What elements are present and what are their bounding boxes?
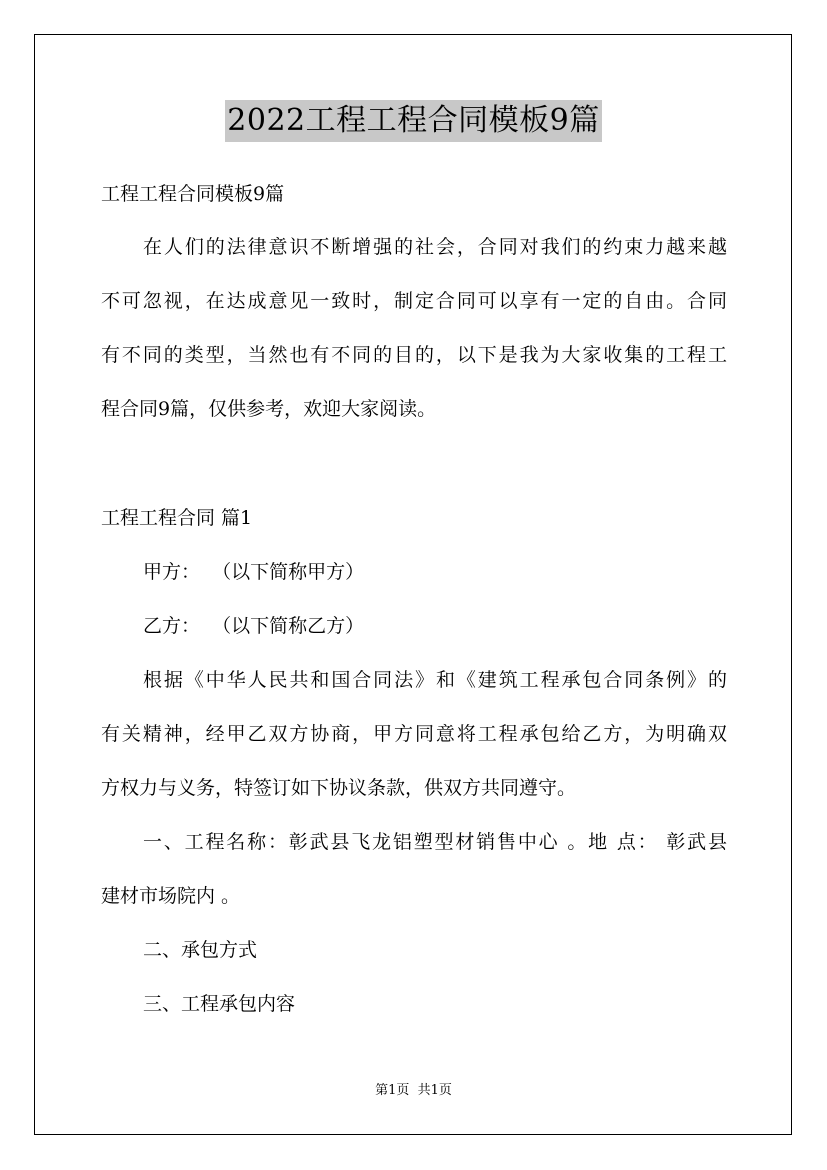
title-container	[0, 100, 827, 142]
section-heading: 工程工程合同 篇1	[101, 507, 253, 529]
page-footer: 第1页 共1页	[375, 1083, 452, 1098]
document-title: 2022工程工程合同模板9篇	[225, 100, 601, 142]
item-2-line: 二、承包方式	[143, 939, 258, 961]
intro-line: 程合同9篇，仅供参考，欢迎大家阅读。	[101, 398, 437, 420]
intro-line: 在人们的法律意识不断增强的社会，合同对我们的约束力越来越	[143, 236, 727, 258]
party-b-line: 乙方： （以下简称乙方）	[143, 615, 365, 637]
item-1-line: 建材市场院内 。	[101, 885, 241, 907]
item-3-line: 三、工程承包内容	[143, 993, 296, 1015]
document-subtitle: 工程工程合同模板9篇	[101, 183, 285, 205]
intro-line: 不可忽视，在达成意见一致时，制定合同可以享有一定的自由。合同	[101, 290, 727, 312]
basis-line: 有关精神，经甲乙双方协商，甲方同意将工程承包给乙方，为明确双	[101, 723, 727, 745]
item-1-line: 一、工程名称：彰武县飞龙铝塑型材销售中心 。地 点： 彰武县	[143, 831, 727, 853]
basis-line: 根据《中华人民共和国合同法》和《建筑工程承包合同条例》的	[143, 669, 727, 691]
intro-line: 有不同的类型，当然也有不同的目的，以下是我为大家收集的工程工	[101, 344, 727, 366]
party-a-line: 甲方： （以下简称甲方）	[143, 561, 365, 583]
basis-line: 方权力与义务，特签订如下协议条款，供双方共同遵守。	[101, 777, 577, 799]
